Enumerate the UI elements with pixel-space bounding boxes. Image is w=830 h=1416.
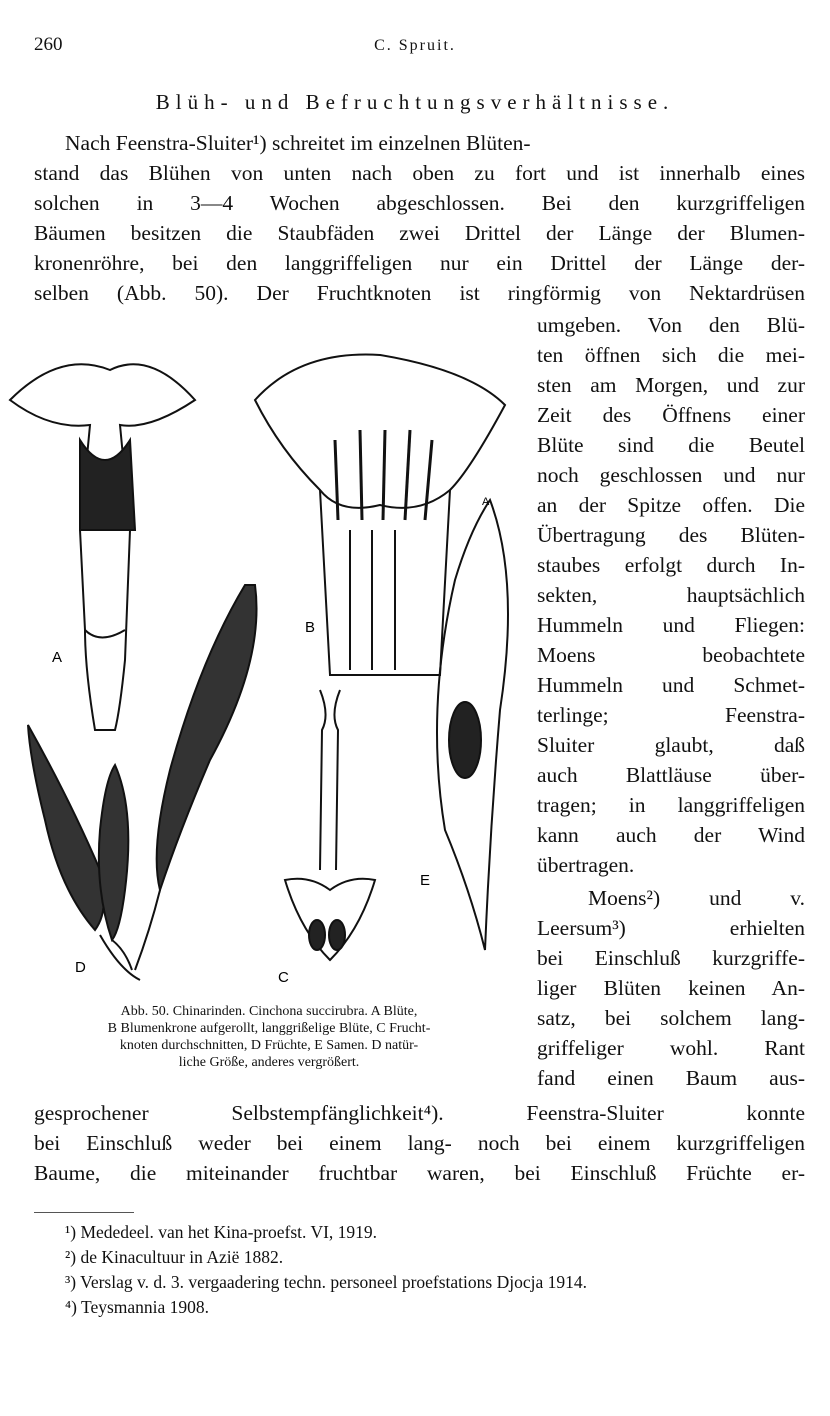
side-line: griffeliger wohl. Rant <box>537 1036 805 1060</box>
botanical-illustration <box>0 330 528 998</box>
page-number: 260 <box>34 34 63 55</box>
body-line: stand das Blühen von unten nach oben zu fort und ist innerhalb eines <box>34 161 805 185</box>
side-line: Zeit des Öffnens einer <box>537 403 805 427</box>
body-line: Bäumen besitzen die Staubfäden zwei Drittel der Länge der Blumen- <box>34 221 805 245</box>
section-title: Blüh- und Befruchtungsverhältnisse. <box>155 90 675 114</box>
body-line: Baume, die miteinander fruchtbar waren, bei Einschluß Früchte er- <box>34 1161 805 1185</box>
body-line: Nach Feenstra-Sluiter¹) schreitet im einzelnen Blüten- <box>65 131 531 155</box>
figure-label-a-small: A <box>482 496 490 508</box>
figure-label-e: E <box>420 872 431 889</box>
side-line: Übertragung des Blüten- <box>537 523 805 547</box>
side-line: umgeben. Von den Blü- <box>537 313 805 337</box>
side-line: an der Spitze offen. Die <box>537 493 805 517</box>
body-line: kronenröhre, bei den langgriffeligen nur ein Drittel der Länge der- <box>34 251 805 275</box>
side-line: sten am Morgen, und zur <box>537 373 805 397</box>
footnote-divider <box>34 1212 134 1213</box>
side-line: fand einen Baum aus- <box>537 1066 805 1090</box>
side-line: bei Einschluß kurzgriffe- <box>537 946 805 970</box>
figure-label-b: B <box>305 619 316 636</box>
side-line: Blüte sind die Beutel <box>537 433 805 457</box>
side-line: Hummeln und Fliegen: <box>537 613 805 637</box>
figure-label-c: C <box>278 969 289 986</box>
figure-caption-line: knoten durchschnitten, D Früchte, E Samen. D natür- <box>119 1038 419 1053</box>
side-line: terlinge; Feenstra- <box>537 703 805 727</box>
side-line: Hummeln und Schmet- <box>537 673 805 697</box>
figure-caption-line: liche Größe, anderes vergrößert. <box>178 1055 360 1070</box>
figure-caption-line: B Blumenkrone aufgerollt, langgrißelige Blüte, C Frucht- <box>107 1021 431 1036</box>
side-line: liger Blüten keinen An- <box>537 976 805 1000</box>
side-line: übertragen. <box>537 853 635 877</box>
side-line: auch Blattläuse über- <box>537 763 805 787</box>
footnote: ²) de Kinacultuur in Azië 1882. <box>65 1247 284 1267</box>
side-line: noch geschlossen und nur <box>537 463 805 487</box>
side-line: Moens beobachtete <box>537 643 805 667</box>
figure-label-d: D <box>75 959 86 976</box>
side-line: Moens²) und v. <box>588 886 805 910</box>
side-line: Leersum³) erhielten <box>537 916 805 940</box>
side-line: ten öffnen sich die mei- <box>537 343 805 367</box>
side-line: tragen; in langgriffeligen <box>537 793 805 817</box>
side-line: kann auch der Wind <box>537 823 805 847</box>
figure-caption-line: Abb. 50. Chinarinden. Cinchona succirubra. A Blüte, <box>120 1004 418 1019</box>
figure-label-a: A <box>52 649 63 666</box>
running-head: C. Spruit. <box>374 37 456 54</box>
body-line: gesprochener Selbstempfänglichkeit⁴). Feenstra-Sluiter konnte <box>34 1101 805 1125</box>
side-line: staubes erfolgt durch In- <box>537 553 805 577</box>
body-line: bei Einschluß weder bei einem lang- noch bei einem kurzgriffeligen <box>34 1131 805 1155</box>
side-line: satz, bei solchem lang- <box>537 1006 805 1030</box>
body-line: solchen in 3—4 Wochen abgeschlossen. Bei den kurzgriffeligen <box>34 191 805 215</box>
body-line: selben (Abb. 50). Der Fruchtknoten ist ringförmig von Nektardrüsen <box>34 281 805 305</box>
side-line: Sluiter glaubt, daß <box>537 733 805 757</box>
side-line: sekten, hauptsächlich <box>537 583 805 607</box>
footnote: ⁴) Teysmannia 1908. <box>65 1297 210 1317</box>
footnote: ¹) Mededeel. van het Kina-proefst. VI, 1919. <box>65 1222 378 1242</box>
footnote: ³) Verslag v. d. 3. vergaadering techn. personeel proefstations Djocja 1914. <box>65 1272 587 1292</box>
